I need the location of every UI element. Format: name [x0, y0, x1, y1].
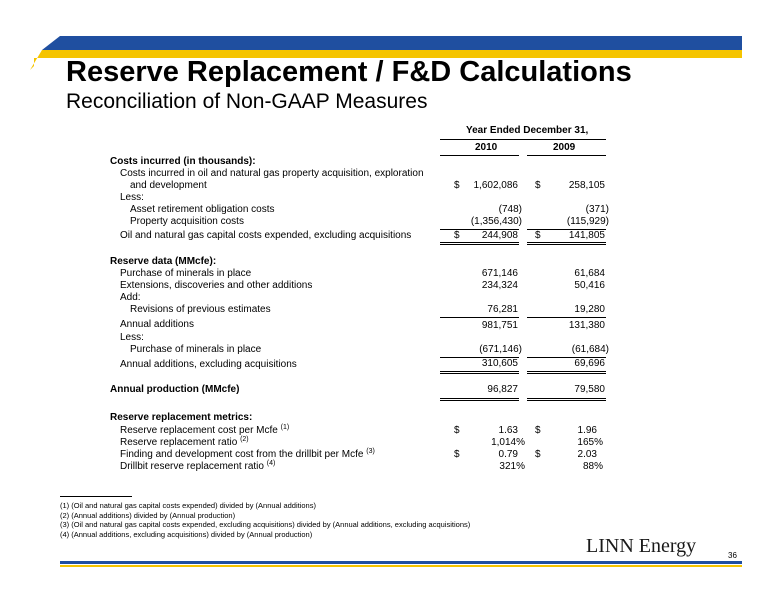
rrr-2010: 1,014%	[491, 437, 525, 448]
costs-2009: 258,105	[568, 180, 605, 191]
rrc-2009-dollar: $	[535, 425, 541, 436]
slide-title: Reserve Replacement / F&D Calculations	[66, 56, 632, 88]
annual-add-ex-double-rule-2010	[440, 371, 519, 374]
purchase-2010: 671,146	[481, 268, 518, 279]
footnote-4: (4) (Annual additions, excluding acquisitions) divided by (Annual production)	[60, 530, 313, 539]
capex-label: Oil and natural gas capital costs expended, excluding acquisitions	[120, 230, 412, 241]
annual-prod-label: Annual production (MMcfe)	[110, 384, 240, 395]
col-rule-2009	[527, 155, 606, 156]
purchase-label: Purchase of minerals in place	[120, 268, 252, 279]
footnote-separator	[60, 496, 132, 497]
rev-2010: 76,281	[487, 304, 518, 315]
fd-2009: 2.03	[577, 449, 597, 460]
reserve-header: Reserve data (MMcfe):	[110, 256, 217, 267]
fd-2009-dollar: $	[535, 449, 541, 460]
annual-prod-double-rule-2010	[440, 398, 519, 401]
footer-yellow-bar	[60, 565, 742, 567]
fd-footnote-ref: (3)	[366, 448, 375, 455]
capex-2010: 244,908	[481, 230, 518, 241]
capex-double-rule-2010	[440, 242, 519, 245]
annual-add-2009: 131,380	[568, 320, 605, 331]
rrc-2009: 1.96	[577, 425, 597, 436]
fd-2010: 0.79	[498, 449, 518, 460]
footer-blue-bar	[60, 561, 742, 564]
page-number: 36	[728, 551, 737, 560]
ext-2010: 234,324	[481, 280, 518, 291]
pac-2009: (115,929)	[566, 216, 609, 227]
col-rule-2010	[440, 155, 519, 156]
footnote-1: (1) (Oil and natural gas capital costs expended) divided by (Annual additions)	[60, 501, 316, 510]
rrr-label: Reserve replacement ratio	[120, 437, 238, 448]
pac-label: Property acquisition costs	[130, 216, 244, 227]
annual-add-ex-double-rule-2009	[527, 371, 606, 374]
period-header-rule	[440, 139, 606, 140]
rev-rule-2009	[527, 317, 606, 318]
slide-subtitle: Reconciliation of Non-GAAP Measures	[66, 90, 428, 113]
rrr-footnote-ref: (2)	[240, 436, 249, 443]
annual-prod-2009: 79,580	[574, 384, 605, 395]
less-label-1: Less:	[120, 192, 144, 203]
rrc-label-row	[120, 425, 289, 437]
col-header-2010: 2010	[475, 142, 498, 153]
fd-label-row	[120, 449, 375, 461]
period-header: Year Ended December 31,	[466, 125, 589, 136]
costs-header: Costs incurred (in thousands):	[110, 156, 256, 167]
footnote-3: (3) (Oil and natural gas capital costs expended, excluding acquisitions) divided by (Annual additions, excluding acquisitions)	[60, 520, 471, 529]
aro-2009: (371)	[585, 204, 609, 215]
costs-label-line1: Costs incurred in oil and natural gas property acquisition, exploration	[120, 168, 424, 179]
linn-energy-logo: LINN Energy	[586, 535, 697, 557]
fd-2010-dollar: $	[454, 449, 460, 460]
annual-add-ex-2009: 69,696	[574, 358, 605, 369]
drr-2009: 88%	[582, 461, 603, 472]
purchase2-2010: (671,146)	[479, 344, 522, 355]
banner-blue-stripe	[42, 36, 742, 50]
costs-2010: 1,602,086	[473, 180, 518, 191]
annual-add-ex-label: Annual additions, excluding acquisitions	[120, 359, 297, 370]
footnote-2: (2) (Annual additions) divided by (Annual production)	[60, 511, 236, 520]
rev-rule-2010	[440, 317, 519, 318]
col-header-2009: 2009	[553, 142, 576, 153]
rrc-footnote-ref: (1)	[280, 424, 290, 431]
aro-label: Asset retirement obligation costs	[130, 204, 275, 215]
metrics-header: Reserve replacement metrics:	[110, 412, 253, 423]
purchase-2009: 61,684	[574, 268, 605, 279]
annual-add-label: Annual additions	[120, 319, 194, 330]
ext-2009: 50,416	[574, 280, 605, 291]
costs-2010-dollar: $	[454, 180, 460, 191]
annual-add-ex-2010: 310,605	[481, 358, 518, 369]
capex-2010-dollar: $	[454, 230, 460, 241]
drr-footnote-ref: (4)	[266, 460, 276, 467]
annual-add-2010: 981,751	[481, 320, 518, 331]
pac-2010: (1,356,430)	[470, 216, 522, 227]
aro-2010: (748)	[498, 204, 522, 215]
drr-2010: 321%	[499, 461, 525, 472]
rev-label: Revisions of previous estimates	[130, 304, 271, 315]
rev-2009: 19,280	[574, 304, 605, 315]
costs-2009-dollar: $	[535, 180, 541, 191]
rrr-2009: 165%	[577, 437, 603, 448]
capex-2009: 141,805	[568, 230, 605, 241]
costs-label-line2: and development	[130, 180, 207, 191]
purchase2-2009: (61,684)	[571, 344, 609, 355]
rrc-2010-dollar: $	[454, 425, 460, 436]
drr-label-row	[120, 461, 275, 473]
rrr-label-row	[120, 437, 249, 449]
drr-label: Drillbit reserve replacement ratio	[120, 461, 264, 472]
annual-prod-double-rule-2009	[527, 398, 606, 401]
add-label: Add:	[120, 292, 141, 303]
capex-2009-dollar: $	[535, 230, 541, 241]
capex-double-rule-2009	[527, 242, 606, 245]
fd-label: Finding and development cost from the drillbit per Mcfe	[120, 449, 364, 460]
rrc-2010: 1.63	[498, 425, 518, 436]
purchase2-label: Purchase of minerals in place	[130, 344, 262, 355]
rrc-label: Reserve replacement cost per Mcfe	[120, 425, 278, 436]
ext-label: Extensions, discoveries and other additions	[120, 280, 313, 291]
annual-prod-2010: 96,827	[487, 384, 518, 395]
less-label-2: Less:	[120, 332, 144, 343]
